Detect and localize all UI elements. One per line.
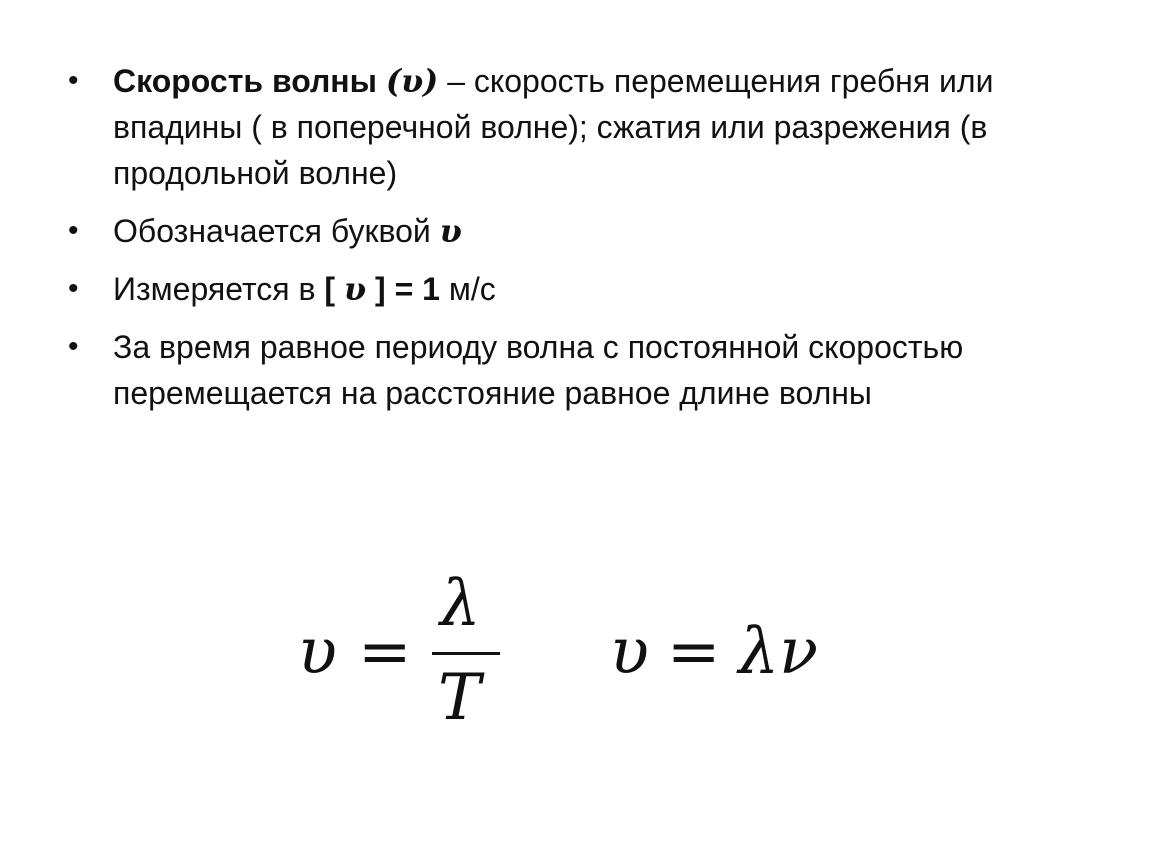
formula-rhs: λν — [738, 615, 818, 689]
bullet-dot: • — [68, 330, 79, 363]
symbol-v: (υ) — [385, 62, 439, 100]
formula-denominator: T — [438, 661, 481, 735]
unit-text: м/с — [439, 271, 496, 307]
term-wave-speed: Скорость волны — [113, 63, 377, 99]
bracket-open: [ — [324, 271, 344, 307]
formula-equals: = — [358, 615, 412, 689]
bullet-item-wave-speed — [64, 58, 1084, 196]
symbol-v: υ — [439, 212, 462, 250]
bullet-list — [64, 58, 1084, 428]
units-text: Измеряется в — [113, 271, 325, 307]
bullet-item-units — [64, 266, 1084, 312]
formulas-block — [290, 560, 890, 750]
bullet-dot: • — [68, 64, 79, 97]
bullet-item-notation — [64, 208, 1084, 254]
formula-lhs: υ — [610, 615, 649, 689]
formula-speed-over-period — [290, 560, 520, 750]
formula-equals: = — [666, 615, 721, 689]
bullet-dot: • — [68, 272, 79, 305]
notation-text: Обозначается буквой — [113, 213, 440, 249]
bracket-close-value: ] = 1 — [366, 271, 440, 307]
bullet-item-period-relation — [64, 324, 1084, 416]
definition-text: – скорость перемещения гребня или впадины ( в поперечной волне); сжатия или разрежения (в продольной волне) — [113, 63, 994, 191]
formula-speed-times-frequency — [610, 612, 818, 692]
bullet-dot: • — [68, 214, 79, 247]
symbol-v: υ — [343, 270, 367, 308]
fraction-bar — [432, 652, 500, 655]
formula-lhs: υ — [298, 615, 337, 689]
period-relation-text: За время равное периоду волна с постоянной скоростью перемещается на расстояние равное длине волны — [113, 329, 964, 411]
formula-numerator: λ — [440, 567, 481, 641]
